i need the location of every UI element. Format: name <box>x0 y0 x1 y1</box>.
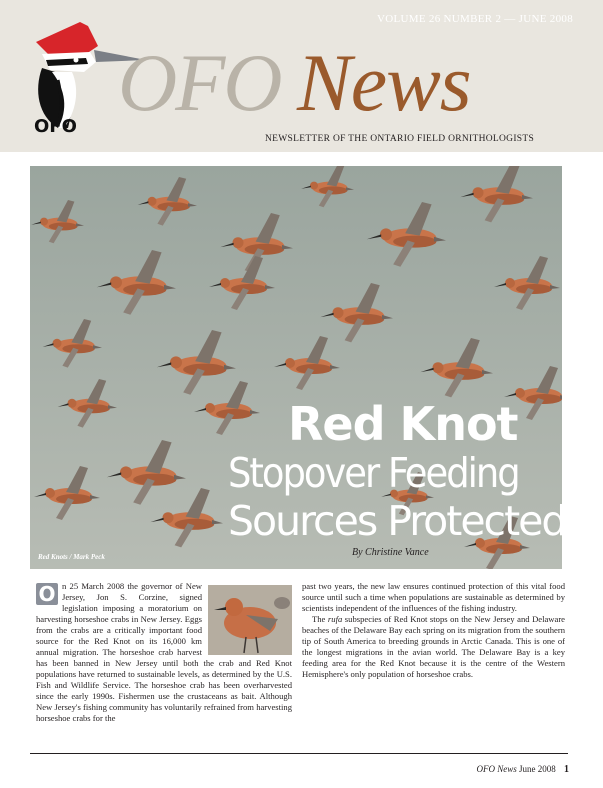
column-1-paragraph: n 25 March 2008 the governor of New Jersey, Jon S. Corzine, signed legislation imposing a moratorium on harvesting horseshoe crabs in New Jersey. Eggs from the crabs are a critically important food source for the Red Knot on its 16,000 km annual migration. The horseshoe crab harvest has been banned in New Jersey until both the crab and Red Knot populations have returned to sustainable levels, as determined by the U.S. Fish and Wildlife Service. The horseshoe crab has been overharvested since the early 1990s. Fishermen use the crustaceans as bait. Although New Jersey's fishing community has voluntarily refrained from harvesting horseshoe crabs for the <box>36 581 292 723</box>
article-column-2 <box>302 581 565 680</box>
knot-inset-illustration <box>208 585 292 655</box>
column-2-paragraph-1: past two years, the new law ensures continued protection of this vital food source until such a time when populations are sustainable as determined by scientists independent of the influences of the fishing industry. <box>302 581 565 613</box>
footer-publication: OFO News <box>476 764 517 774</box>
title-ofo: OFO <box>118 37 281 128</box>
footer-date: June 2008 <box>519 764 556 774</box>
inset-photo <box>208 585 292 655</box>
photo-credit: Red Knots / Mark Peck <box>38 553 105 561</box>
tagline: NEWSLETTER OF THE ONTARIO FIELD ORNITHOLOGISTS <box>265 134 535 144</box>
article-column-1 <box>36 581 292 724</box>
byline: By Christine Vance <box>352 547 429 558</box>
masthead <box>0 0 603 152</box>
para2-start: The <box>312 614 328 624</box>
headline-red-knot: Red Knot <box>288 397 518 451</box>
headline-line-2: Stopover Feeding <box>228 449 519 497</box>
subspecies-name: rufa <box>327 614 343 624</box>
footer <box>477 764 570 775</box>
issue-line: VOLUME 26 NUMBER 2 — JUNE 2008 <box>377 13 573 25</box>
logo-text: OFO <box>34 116 77 137</box>
page-number: 1 <box>564 764 569 775</box>
column-2-paragraph-2 <box>302 614 565 680</box>
headline-line-3: Sources Protected <box>228 497 566 545</box>
title-news: News <box>297 37 471 128</box>
para2-rest: subspecies of Red Knot stops on the New Jersey and Delaware beaches of the Delaware Bay each spring on its migration from the southern tip of South America to breeding grounds in Arctic Canada. This is one of the longest migrations in the avian world. The Delaware Bay is a key feeding area for the Red Knot because it is the centre of the Western Hemisphere's only population of horseshoe crabs. <box>302 614 566 679</box>
footer-rule <box>30 753 568 754</box>
dropcap: O <box>36 583 58 605</box>
